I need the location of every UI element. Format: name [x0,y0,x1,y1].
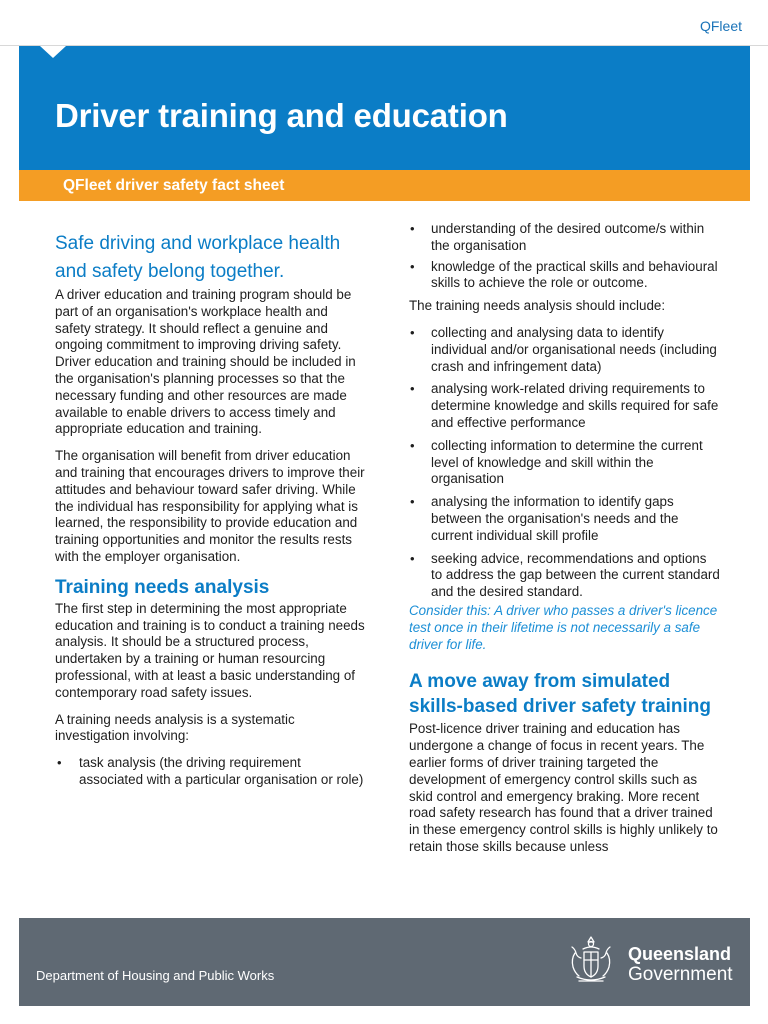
banner-notch [40,46,66,58]
consider-callout: Consider this: A driver who passes a driver's licence test once in their lifetime is not necessarily a safe driver for life. [409,602,718,652]
government-name-line1: Queensland [628,944,732,964]
bullet-icon: • [57,755,62,771]
benefit-paragraph: The organisation will benefit from driver education and training that encourages drivers to improve their attitudes and behaviour toward safer driving. While the individual has responsibility for applying what is learned, the responsibility to provide education and training opportunities and monitor the results rests with the employer organisation. [55,448,365,564]
brand-label: QFleet [699,18,742,34]
list-item-text: knowledge of the practical skills and behavioural skills to achieve the role or outcome. [431,258,718,291]
list-item-text: collecting information to determine the current level of knowledge and skill within the organisation [431,437,703,487]
list-item [409,494,721,544]
list-item [409,381,721,431]
list-item-text: seeking advice, recommendations and options to address the gap between the current standard and the desired standard. [431,550,720,600]
department-name: Department of Housing and Public Works [36,968,275,983]
systematic-paragraph: A training needs analysis is a systematic investigation involving: [55,711,295,744]
list-item [409,221,721,255]
bullet-icon: • [410,437,415,453]
bullet-icon: • [410,494,415,510]
bullet-icon: • [410,381,415,397]
page-subtitle: QFleet driver safety fact sheet [63,177,285,194]
coat-of-arms-icon [563,933,619,989]
training-needs-heading: Training needs analysis [55,576,270,598]
right-column [409,221,721,866]
list-item [409,438,721,488]
bullet-icon: • [410,221,415,236]
page-title: Driver training and education [55,97,508,134]
list-item-text: understanding of the desired outcome/s within the organisation [431,221,705,253]
list-item [409,551,721,601]
lead-heading: Safe driving and workplace health and safety belong together. [55,233,341,282]
list-item [409,325,721,375]
list-item-text: analysing work-related driving requirements to determine knowledge and skills required for safe and effective performance [431,381,719,430]
left-column [55,230,367,793]
list-item-text: task analysis (the driving requirement associated with a particular organisation or role) [79,755,364,787]
bullet-icon: • [410,550,415,566]
list-item [55,755,367,789]
move-away-heading: A move away from simulated skills-based driver safety training [409,671,712,718]
post-licence-paragraph: Post-licence driver training and education has undergone a change of focus in recent years. The earlier forms of driver training targeted the development of emergency control skills such as skid control and emergency braking. More recent road safety research has found that a driver trained in these emergency control skills is highly unlikely to retain those skills because unless [409,721,718,854]
bullet-icon: • [410,258,415,274]
list-item-text: collecting and analysing data to identify individual and/or organisational needs (including crash and infringement data) [431,324,717,374]
analysis-list [409,325,721,601]
include-paragraph: The training needs analysis should include: [409,298,666,314]
list-item-text: analysing the information to identify gaps between the organisation's needs and the current individual skill profile [431,494,679,543]
government-name-line2: Government [628,964,733,985]
bullet-icon: • [410,324,415,340]
investigation-list-continued [409,221,721,292]
investigation-list [55,755,367,789]
list-item [409,259,721,293]
intro-paragraph: A driver education and training program should be part of an organisation's workplace health and safety strategy. It should reflect a genuine and ongoing commitment to improving driving safety. Driver education and training should be included in the organisation's planning processes so that the necessary funding and other resources are made available to enable drivers to access timely and appropriate education and training. [55,287,356,437]
first-step-paragraph: The first step in determining the most appropriate education and training is to conduct a training needs analysis. It should be a structured process, undertaken by a training or human resourcing professional, with at least a basic understanding of contemporary road safety issues. [55,600,365,700]
